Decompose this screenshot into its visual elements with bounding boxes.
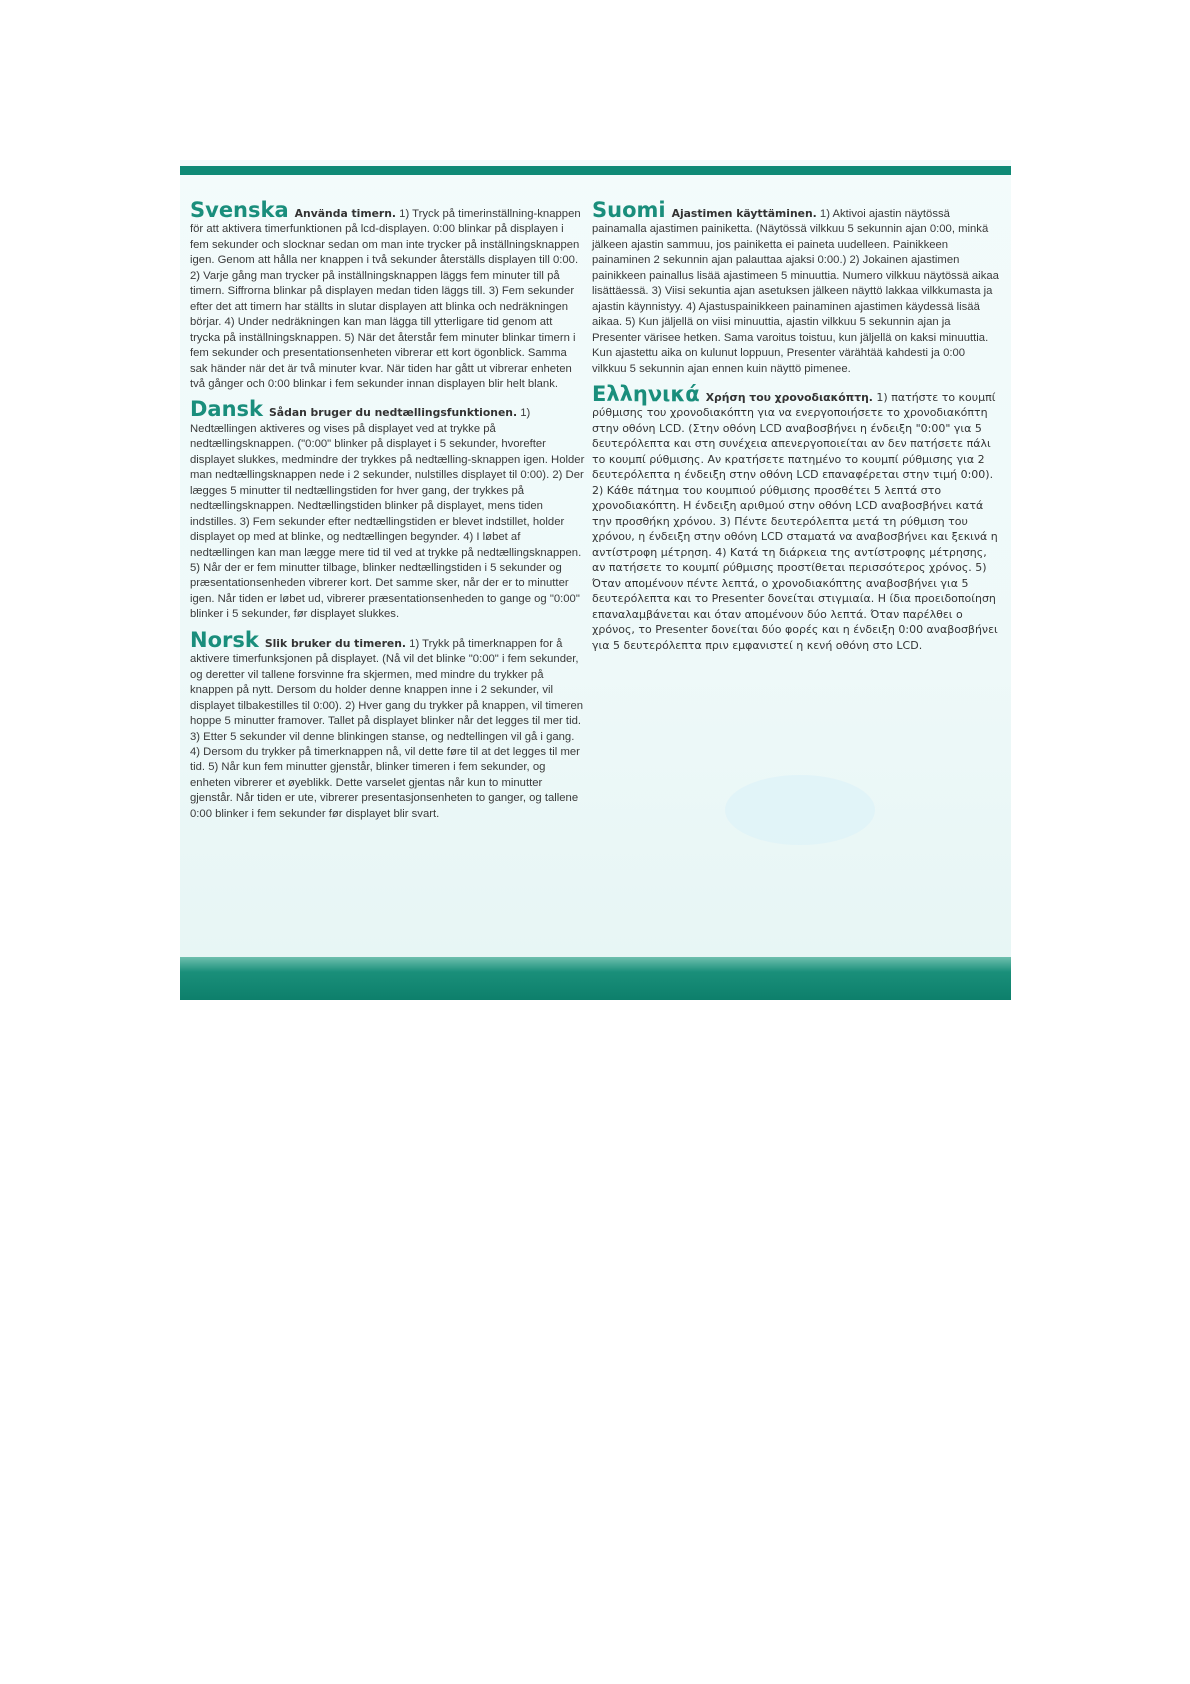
body-svenska: 1) Tryck på timerinställning-knappen för att aktivera timerfunktionen på lcd-displayen. 0:00 blinkar på displayen i fem sekunder och slocknar sedan om man inte trycker på inställningsknappen igen. Genom att hålla ner knappen i två sekunder återställs displayen till 0:00. 2) Varje gång man trycker på inställningsknappen läggs fem minuter till på timern. Siffrorna blinkar på displayen medan tiden läggs till. 3) Fem sekunder efter det att timern har ställts in slutar displayen att blinka och nedräkningen börjar. 4) Under nedräkningen kan man lägga till ytterligare tid genom att trycka på inställningsknappen. 5) När det återstår fem minuter blinkar timern i fem sekunder och presentationsenheten vibrerar ett kort ögonblick. Samma sak händer när det är två minuter kvar. När tiden har gått ut vibrerar enheten två gånger och 0:00 blinkar i fem sekunder innan displayen blir helt blank. <box>190 208 581 390</box>
right-column <box>592 200 1000 660</box>
left-column <box>190 200 585 829</box>
body-ellinika: 1) πατήστε το κουμπί ρύθμισης του χρονοδιακόπτη για να ενεργοποιήσετε το χρονοδιακόπτη στην οθόνη LCD. (Στην οθόνη LCD αναβοσβήνει η ένδειξη "0:00" για 5 δευτερόλεπτα και στη συνέχεια απενεργοποιείται αν δεν πατήσετε πάλι το κουμπί ρύθμισης. Αν κρατήσετε πατημένο το κουμπί ρύθμισης για 2 δευτερόλεπτα η ένδειξη στην οθόνη LCD επαναφέρεται στην τιμή 0:00). 2) Κάθε πάτημα του κουμπιού ρύθμισης προσθέτει 5 λεπτά στο χρονοδιακόπτη. Η ένδειξη αριθμού στην οθόνη LCD αναβοσβήνει κατά την προσθήκη χρόνου. 3) Πέντε δευτερόλεπτα μετά τη ρύθμιση του χρόνου, η ένδειξη στην οθόνη LCD σταματά να αναβοσβήνει και ξεκινά η αντίστροφη μέτρηση. 4) Κατά τη διάρκεια της αντίστροφης μέτρησης, αν πατήσετε το κουμπί ρύθμισης προστίθεται περισσότερος χρόνος. 5) Όταν απομένουν πέντε λεπτά, ο χρονοδιακόπτης αναβοσβήνει για 5 δευτερόλεπτα και το Presenter δονείται στιγμιαία. Η ίδια προειδοποίηση επαναλαμβάνεται και όταν απομένουν δύο λεπτά. Όταν παρέλθει ο χρόνος, το Presenter δονείται δύο φορές και η ένδειξη 0:00 αναβοσβήνει για 5 δευτερόλεπτα πριν εμφανιστεί η κενή οθόνη στο LCD. <box>592 390 998 652</box>
section-norsk <box>190 627 585 822</box>
section-dansk <box>190 399 585 622</box>
heading-norsk: Norsk <box>190 627 259 652</box>
subtitle-svenska: Använda timern. <box>294 207 397 220</box>
body-norsk: 1) Trykk på timerknappen for å aktivere timerfunksjonen på displayet. (Nå vil det blinke "0:00" i fem sekunder, og deretter vil tallene forsvinne fra skjermen, med mindre du trykker på knappen på nytt. Dersom du holder denne knappen inne i 2 sekunder, vil displayet tilbakestilles til 0:00). 2) Hver gang du trykker på knappen, vil timeren hoppe 5 minutter framover. Tallet på displayet blinker når det legges til mer tid. 3) Etter 5 sekunder vil denne blinkingen stanse, og nedtellingen vil gå i gang. 4) Dersom du trykker på timerknappen nå, vil dette føre til at det legges til mer tid. 5) Når kun fem minutter gjenstår, blinker timeren i fem sekunder, og enheten vibrerer et øyeblikk. Dette varselet gjentas når kun to minutter gjenstår. Når tiden er ute, vibrerer presentasjonsenheten to ganger, og tallene 0:00 blinker i fem sekunder før displayet blir svart. <box>190 637 584 820</box>
subtitle-dansk: Sådan bruger du nedtællingsfunktionen. <box>269 406 518 420</box>
heading-svenska: Svenska <box>190 198 289 222</box>
subtitle-ellinika: Χρήση του χρονοδιακόπτη. <box>705 390 873 404</box>
heading-ellinika: Ελληνικά <box>592 381 700 406</box>
top-accent-bar <box>180 166 1011 175</box>
section-ellinika <box>592 381 1000 654</box>
decorative-shape <box>725 775 875 845</box>
bottom-accent-bar <box>180 957 1011 1000</box>
section-svenska <box>190 200 585 392</box>
heading-dansk: Dansk <box>190 397 264 422</box>
body-suomi: 1) Aktivoi ajastin näytössä painamalla ajastimen painiketta. (Näytössä vilkkuu 5 sekunnin ajan 0:00, minkä jälkeen ajastin sammuu, jos painiketta ei paineta uudelleen. Painikkeen painaminen 2 sekunnin ajan palauttaa ajaksi 0:00.) 2) Jokainen ajastimen painikkeen painallus lisää ajastimeen 5 minuuttia. Numero vilkkuu näytössä aikaa lisättäessä. 3) Viisi sekuntia ajan asetuksen jälkeen näyttö lakkaa vilkkumasta ja ajastin käynnistyy. 4) Ajastuspainikkeen painaminen ajastimen käydessä lisää aikaa. 5) Kun jäljellä on viisi minuuttia, ajastin vilkkuu 5 sekunnin ajan ja Presenter värisee hetken. Sama varoitus toistuu, kun jäljellä on kaksi minuuttia. Kun ajastettu aika on kulunut loppuun, Presenter värähtää kahdesti ja 0:00 vilkkuu 5 sekunnin ajan ennen kuin näyttö pimenee. <box>592 208 999 375</box>
subtitle-suomi: Ajastimen käyttäminen. <box>671 207 817 220</box>
heading-suomi: Suomi <box>592 198 666 222</box>
body-dansk: 1) Nedtællingen aktiveres og vises på displayet ved at trykke på nedtællingsknappen. ("0:00" blinker på displayet i 5 sekunder, hvorefter displayet slukkes, medmindre der trykkes på nedtælling-sknappen igen. Holder man nedtællingsknappen nede i 2 sekunder, nulstilles displayet til 0:00). 2) Der lægges 5 minutter til nedtællingstiden for hver gang, der trykkes på nedtællingsknappen. Nedtællingstiden blinker på displayet, mens tiden indstilles. 3) Fem sekunder efter nedtællingstiden er blevet indstillet, holder displayet op med at blinke, og nedtællingen begynder. 4) I løbet af nedtællingen kan man lægge mere tid til ved at trykke på nedtællingsknappen. 5) Når der er fem minutter tilbage, blinker nedtællingstiden i 5 sekunder og præsentationsenheden vibrerer kort. Det samme sker, når der er to minutter igen. Når tiden er løbet ud, vibrerer præsentationsenheden to gange og "0:00" blinker i 5 sekunder, før displayet slukkes. <box>190 407 585 621</box>
subtitle-norsk: Slik bruker du timeren. <box>264 636 407 650</box>
section-suomi <box>592 200 1000 377</box>
manual-page <box>180 160 1011 1000</box>
